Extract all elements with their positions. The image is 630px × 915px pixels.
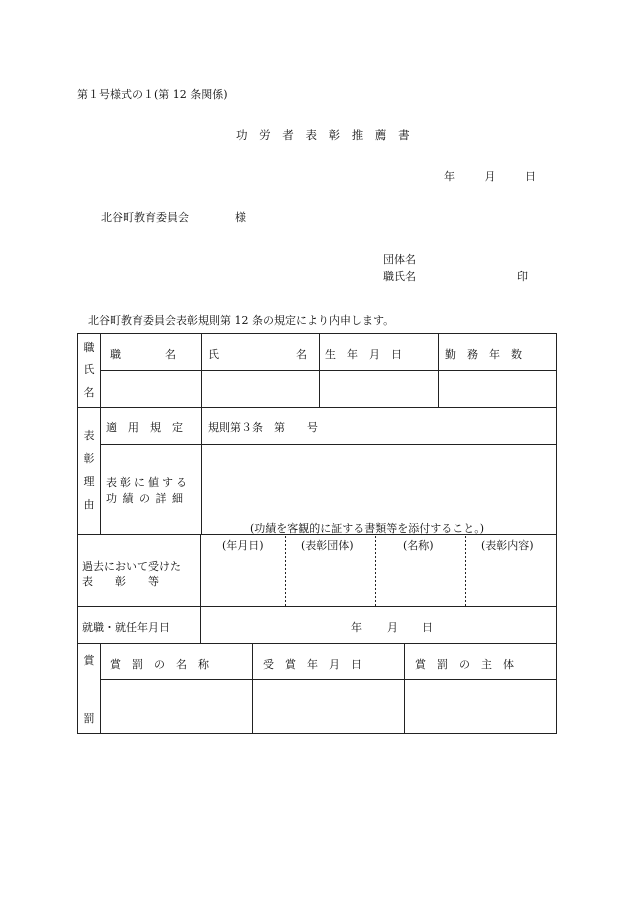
seal-mark: 印 xyxy=(517,270,528,283)
appointment-date-label: 就職・就任年月日 xyxy=(82,621,170,634)
header-birthdate: 生 年 月 日 xyxy=(325,348,402,361)
form-number: 第１号様式の１(第 12 条関係) xyxy=(77,88,228,101)
header-years-of-service: 勤 務 年 数 xyxy=(445,348,522,361)
addressee-honorific: 様 xyxy=(235,211,246,224)
header-award-date: 受 賞 年 月 日 xyxy=(263,658,362,671)
date-day: 日 xyxy=(525,170,536,183)
section2-label-char-2: 彰 xyxy=(83,452,95,465)
section1-label-char-1: 職 xyxy=(83,341,95,354)
section2-label-char-4: 由 xyxy=(83,498,95,511)
section5-label-char-2: 罰 xyxy=(83,712,95,725)
past-header-organization: (表彰団体) xyxy=(301,539,354,552)
addressee-name: 北谷町教育委員会 xyxy=(101,211,189,224)
header-award-name: 賞 罰 の 名 称 xyxy=(110,658,209,671)
appointment-month: 月 xyxy=(387,621,398,634)
section1-label-char-2: 氏 xyxy=(83,363,95,376)
intro-statement: 北谷町教育委員会表彰規則第 12 条の規定により内申します。 xyxy=(88,314,395,327)
applicable-rule-label: 適 用 規 定 xyxy=(106,421,183,434)
past-header-content: (表彰内容) xyxy=(481,539,534,552)
organization-label: 団体名 xyxy=(383,253,416,266)
date-year: 年 xyxy=(444,170,455,183)
section2-label-char-1: 表 xyxy=(83,429,95,442)
detail-label-line1: 表彰に値する xyxy=(106,476,190,489)
past-commendations-label-line1: 過去において受けた xyxy=(82,560,181,573)
header-award-subject: 賞 罰 の 主 体 xyxy=(415,658,514,671)
section1-label-char-3: 名 xyxy=(83,386,95,399)
past-header-date: (年月日) xyxy=(222,539,264,552)
section5-label-char-1: 賞 xyxy=(83,654,95,667)
detail-note: (功績を客観的に証する書類等を添付すること。) xyxy=(250,522,485,535)
applicable-rule-value: 規則第３条 第 号 xyxy=(208,421,318,434)
past-header-title: (名称) xyxy=(403,539,434,552)
document-title: 功 労 者 表 彰 推 薦 書 xyxy=(236,128,411,142)
header-position: 職 名 xyxy=(110,348,176,361)
detail-label-line2: 功績の詳細 xyxy=(106,492,189,505)
past-commendations-label-line2: 表 彰 等 xyxy=(82,575,159,588)
appointment-year: 年 xyxy=(351,621,362,634)
representative-label: 職氏名 xyxy=(383,270,416,283)
header-name: 氏 名 xyxy=(208,348,307,361)
appointment-day: 日 xyxy=(422,621,433,634)
date-month: 月 xyxy=(484,170,496,183)
section2-label-char-3: 理 xyxy=(83,475,95,488)
